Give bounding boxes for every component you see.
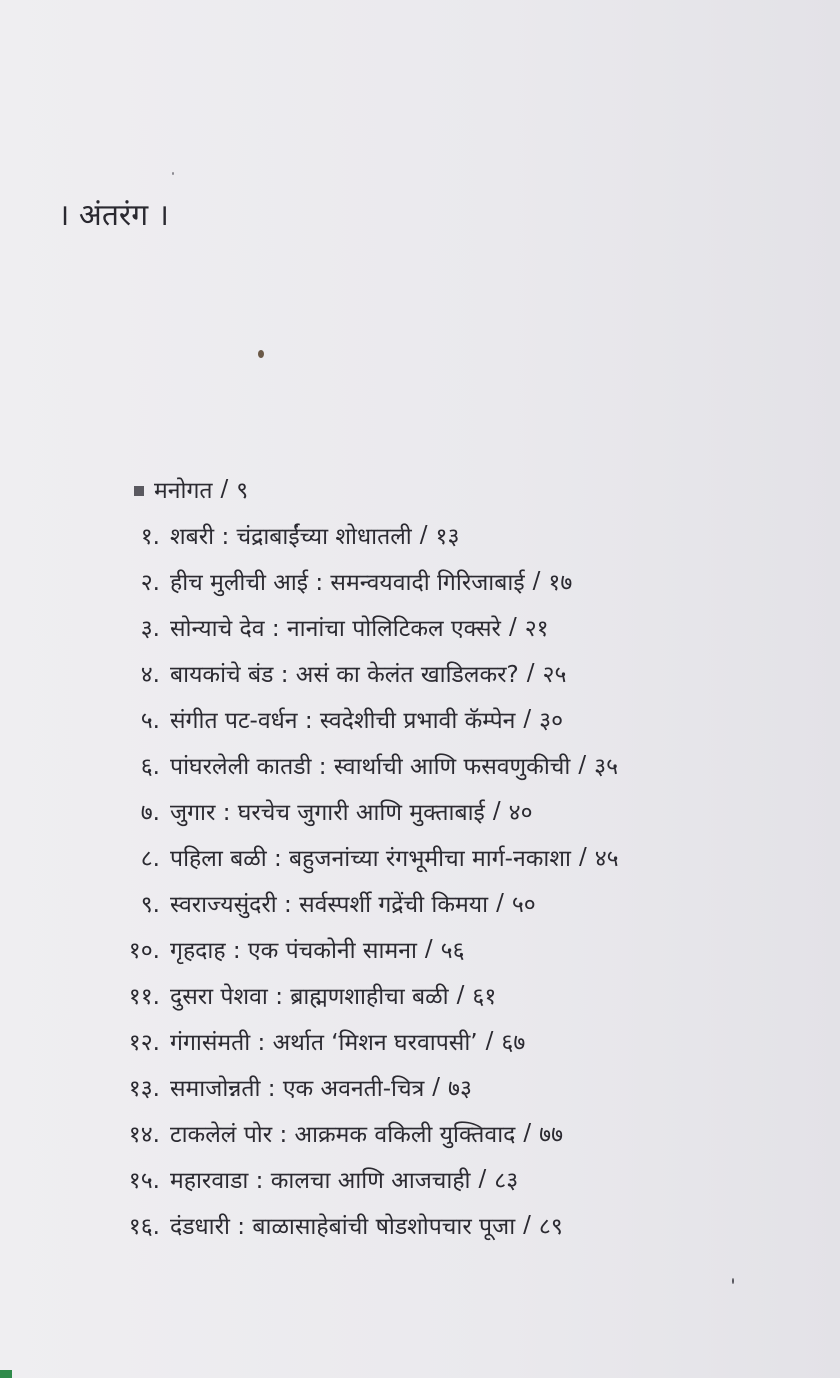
toc-entry[interactable] [116, 788, 796, 834]
toc-entry-number: १५. [128, 1168, 160, 1194]
toc-entry[interactable] [116, 696, 796, 742]
toc-entry-title: गंगासंमती : अर्थात ‘मिशन घरवापसी’ [170, 1030, 478, 1056]
toc-entry-page: ४५ [594, 846, 619, 872]
toc-entry-number: २. [140, 570, 160, 596]
toc-entry-page: १७ [548, 570, 573, 596]
toc-entry-title: पांघरलेली कातडी : स्वार्थाची आणि फसवणुकीची [170, 754, 571, 780]
toc-entry-title: शबरी : चंद्राबाईंच्या शोधातली [170, 524, 412, 550]
toc-preface-row[interactable] [116, 466, 796, 512]
toc-entry[interactable] [116, 1202, 796, 1248]
toc-entry-page: ७३ [448, 1076, 472, 1102]
toc-separator: / [523, 1120, 532, 1146]
toc-separator: / [523, 1212, 531, 1238]
toc-separator: / [485, 1028, 494, 1054]
toc-entry[interactable] [116, 1018, 796, 1064]
toc-entry[interactable] [116, 880, 796, 926]
toc-entry-number: १. [140, 524, 160, 550]
toc-entry-title: दंडधारी : बाळासाहेबांची षोडशोपचार पूजा [170, 1214, 516, 1240]
toc-entry-page: २५ [542, 662, 567, 688]
toc-entry-number: ७. [140, 800, 160, 826]
toc-entry-page: ३५ [594, 754, 619, 780]
toc-entry-page: ५६ [440, 938, 465, 964]
toc-entry-title: स्वराज्यसुंदरी : सर्वस्पर्शी गद्रेंची किमया [170, 892, 489, 918]
toc-entry-page: २१ [524, 616, 549, 642]
page-edge-mark [0, 1370, 12, 1378]
table-of-contents [116, 466, 796, 1248]
toc-entry-page: ७७ [539, 1122, 564, 1148]
toc-entry-title: हीच मुलीची आई : समन्वयवादी गिरिजाबाई [170, 570, 525, 596]
toc-separator: / [492, 798, 501, 824]
toc-separator: / [523, 706, 532, 732]
toc-entry-number: ४. [140, 662, 160, 688]
toc-entries [116, 512, 796, 1248]
toc-separator: / [220, 476, 229, 502]
toc-entry-number: १०. [128, 938, 160, 964]
toc-entry-page: ४० [508, 800, 533, 826]
toc-entry[interactable] [116, 558, 796, 604]
toc-separator: / [424, 936, 433, 962]
toc-entry-number: ८. [140, 846, 160, 872]
ink-speck [732, 1278, 734, 1284]
toc-entry[interactable] [116, 926, 796, 972]
toc-separator: / [496, 890, 504, 916]
toc-entry[interactable] [116, 650, 796, 696]
square-bullet-icon [134, 486, 144, 496]
toc-separator: / [478, 1166, 487, 1192]
toc-entry-title: सोन्याचे देव : नानांचा पोलिटिकल एक्सरे [170, 616, 501, 642]
toc-entry-number: ५. [140, 708, 160, 734]
toc-separator: / [578, 844, 587, 870]
toc-entry[interactable] [116, 604, 796, 650]
toc-separator: / [419, 522, 428, 548]
toc-entry[interactable] [116, 1110, 796, 1156]
toc-separator: / [456, 982, 465, 1008]
ink-speck [258, 350, 264, 358]
toc-entry-number: ९. [140, 892, 160, 918]
toc-separator: / [578, 752, 587, 778]
toc-entry-title: संगीत पट-वर्धन : स्वदेशीची प्रभावी कॅम्पेन [170, 708, 516, 734]
toc-entry[interactable] [116, 742, 796, 788]
toc-entry-title: दुसरा पेशवा : ब्राह्मणशाहीचा बळी [170, 984, 449, 1010]
toc-entry-page: ८३ [494, 1168, 519, 1194]
toc-separator: / [432, 1074, 441, 1100]
toc-entry-title: गृहदाह : एक पंचकोनी सामना [170, 938, 417, 964]
page-title: । अंतरंग । [58, 198, 169, 233]
toc-entry-page: ८९ [538, 1214, 563, 1240]
toc-entry-page: ५० [511, 892, 536, 918]
toc-entry-number: १२. [128, 1030, 160, 1056]
toc-entry-page: ६१ [472, 984, 497, 1010]
toc-entry-title: जुगार : घरचेच जुगारी आणि मुक्ताबाई [170, 800, 485, 826]
toc-entry-title: महारवाडा : कालचा आणि आजचाही [170, 1168, 471, 1194]
toc-entry-number: १४. [128, 1122, 160, 1148]
toc-entry-title: बायकांचे बंड : असं का केलंत खाडिलकर? [170, 662, 519, 688]
toc-entry-page: ९ [236, 478, 249, 504]
toc-entry[interactable] [116, 1064, 796, 1110]
toc-entry-title: समाजोन्नती : एक अवनती-चित्र [170, 1076, 425, 1102]
toc-entry[interactable] [116, 972, 796, 1018]
toc-separator: / [526, 660, 535, 686]
toc-entry[interactable] [116, 1156, 796, 1202]
toc-entry-number: ११. [128, 984, 160, 1010]
toc-entry-number: १३. [128, 1076, 160, 1102]
toc-entry-title: मनोगत [154, 478, 213, 504]
toc-entry-number: ६. [140, 754, 160, 780]
toc-entry-title: टाकलेलं पोर : आक्रमक वकिली युक्तिवाद [170, 1122, 516, 1148]
toc-entry-page: १३ [435, 524, 460, 550]
toc-separator: / [508, 614, 517, 640]
toc-entry-number: ३. [140, 616, 160, 642]
toc-separator: / [532, 568, 541, 594]
toc-entry[interactable] [116, 512, 796, 558]
toc-entry-page: ६७ [501, 1030, 526, 1056]
toc-entry-title: पहिला बळी : बहुजनांच्या रंगभूमीचा मार्ग-नकाशा [170, 846, 571, 872]
toc-entry-number: १६. [128, 1214, 160, 1240]
ink-speck [172, 172, 174, 175]
toc-entry[interactable] [116, 834, 796, 880]
toc-entry-page: ३० [539, 708, 564, 734]
